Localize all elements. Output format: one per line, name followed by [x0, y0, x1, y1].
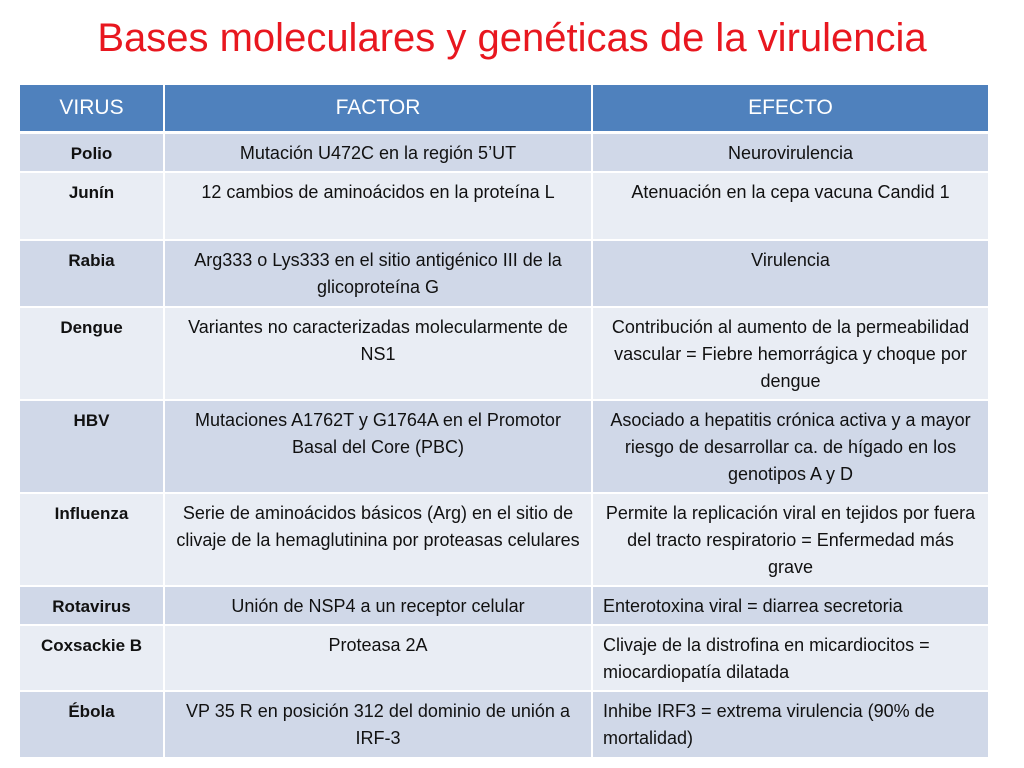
virus-cell: Ébola	[20, 691, 164, 758]
factor-cell: Mutación U472C en la región 5’UT	[164, 133, 592, 173]
factor-cell: Mutaciones A1762T y G1764A en el Promotor Basal del Core (PBC)	[164, 400, 592, 493]
table-row	[20, 625, 988, 691]
efecto-cell: Enterotoxina viral = diarrea secretoria	[592, 586, 988, 625]
factor-cell: 12 cambios de aminoácidos en la proteína L	[164, 172, 592, 240]
table-row	[20, 307, 988, 400]
virus-cell: Rabia	[20, 240, 164, 307]
factor-cell: Serie de aminoácidos básicos (Arg) en el sitio de clivaje de la hemaglutinina por proteasas celulares	[164, 493, 592, 586]
efecto-cell: Asociado a hepatitis crónica activa y a mayor riesgo de desarrollar ca. de hígado en los genotipos A y D	[592, 400, 988, 493]
table-row	[20, 691, 988, 758]
virus-cell: Coxsackie B	[20, 625, 164, 691]
factor-cell: Unión de NSP4 a un receptor celular	[164, 586, 592, 625]
virus-cell: HBV	[20, 400, 164, 493]
table-row	[20, 133, 988, 173]
table-row	[20, 586, 988, 625]
factor-cell: Proteasa 2A	[164, 625, 592, 691]
virus-cell: Rotavirus	[20, 586, 164, 625]
efecto-cell: Atenuación en la cepa vacuna Candid 1	[592, 172, 988, 240]
factor-cell: Variantes no caracterizadas molecularmente de NS1	[164, 307, 592, 400]
table-row	[20, 240, 988, 307]
factor-cell: Arg333 o Lys333 en el sitio antigénico III de la glicoproteína G	[164, 240, 592, 307]
column-header-efecto: EFECTO	[592, 85, 988, 133]
efecto-cell: Clivaje de la distrofina en micardiocitos = miocardiopatía dilatada	[592, 625, 988, 691]
efecto-cell: Permite la replicación viral en tejidos por fuera del tracto respiratorio = Enfermedad más grave	[592, 493, 988, 586]
slide-title: Bases moleculares y genéticas de la virulencia	[97, 16, 927, 60]
table-header-row	[20, 85, 988, 133]
virus-cell: Junín	[20, 172, 164, 240]
column-header-factor: FACTOR	[164, 85, 592, 133]
efecto-cell: Contribución al aumento de la permeabilidad vascular = Fiebre hemorrágica y choque por dengue	[592, 307, 988, 400]
virulence-table	[20, 85, 988, 759]
column-header-virus: VIRUS	[20, 85, 164, 133]
factor-cell: VP 35 R en posición 312 del dominio de unión a IRF-3	[164, 691, 592, 758]
virus-cell: Dengue	[20, 307, 164, 400]
table-row	[20, 493, 988, 586]
efecto-cell: Inhibe IRF3 = extrema virulencia (90% de mortalidad)	[592, 691, 988, 758]
virus-cell: Polio	[20, 133, 164, 173]
table-row	[20, 172, 988, 240]
efecto-cell: Virulencia	[592, 240, 988, 307]
virus-cell: Influenza	[20, 493, 164, 586]
efecto-cell: Neurovirulencia	[592, 133, 988, 173]
table-row	[20, 400, 988, 493]
